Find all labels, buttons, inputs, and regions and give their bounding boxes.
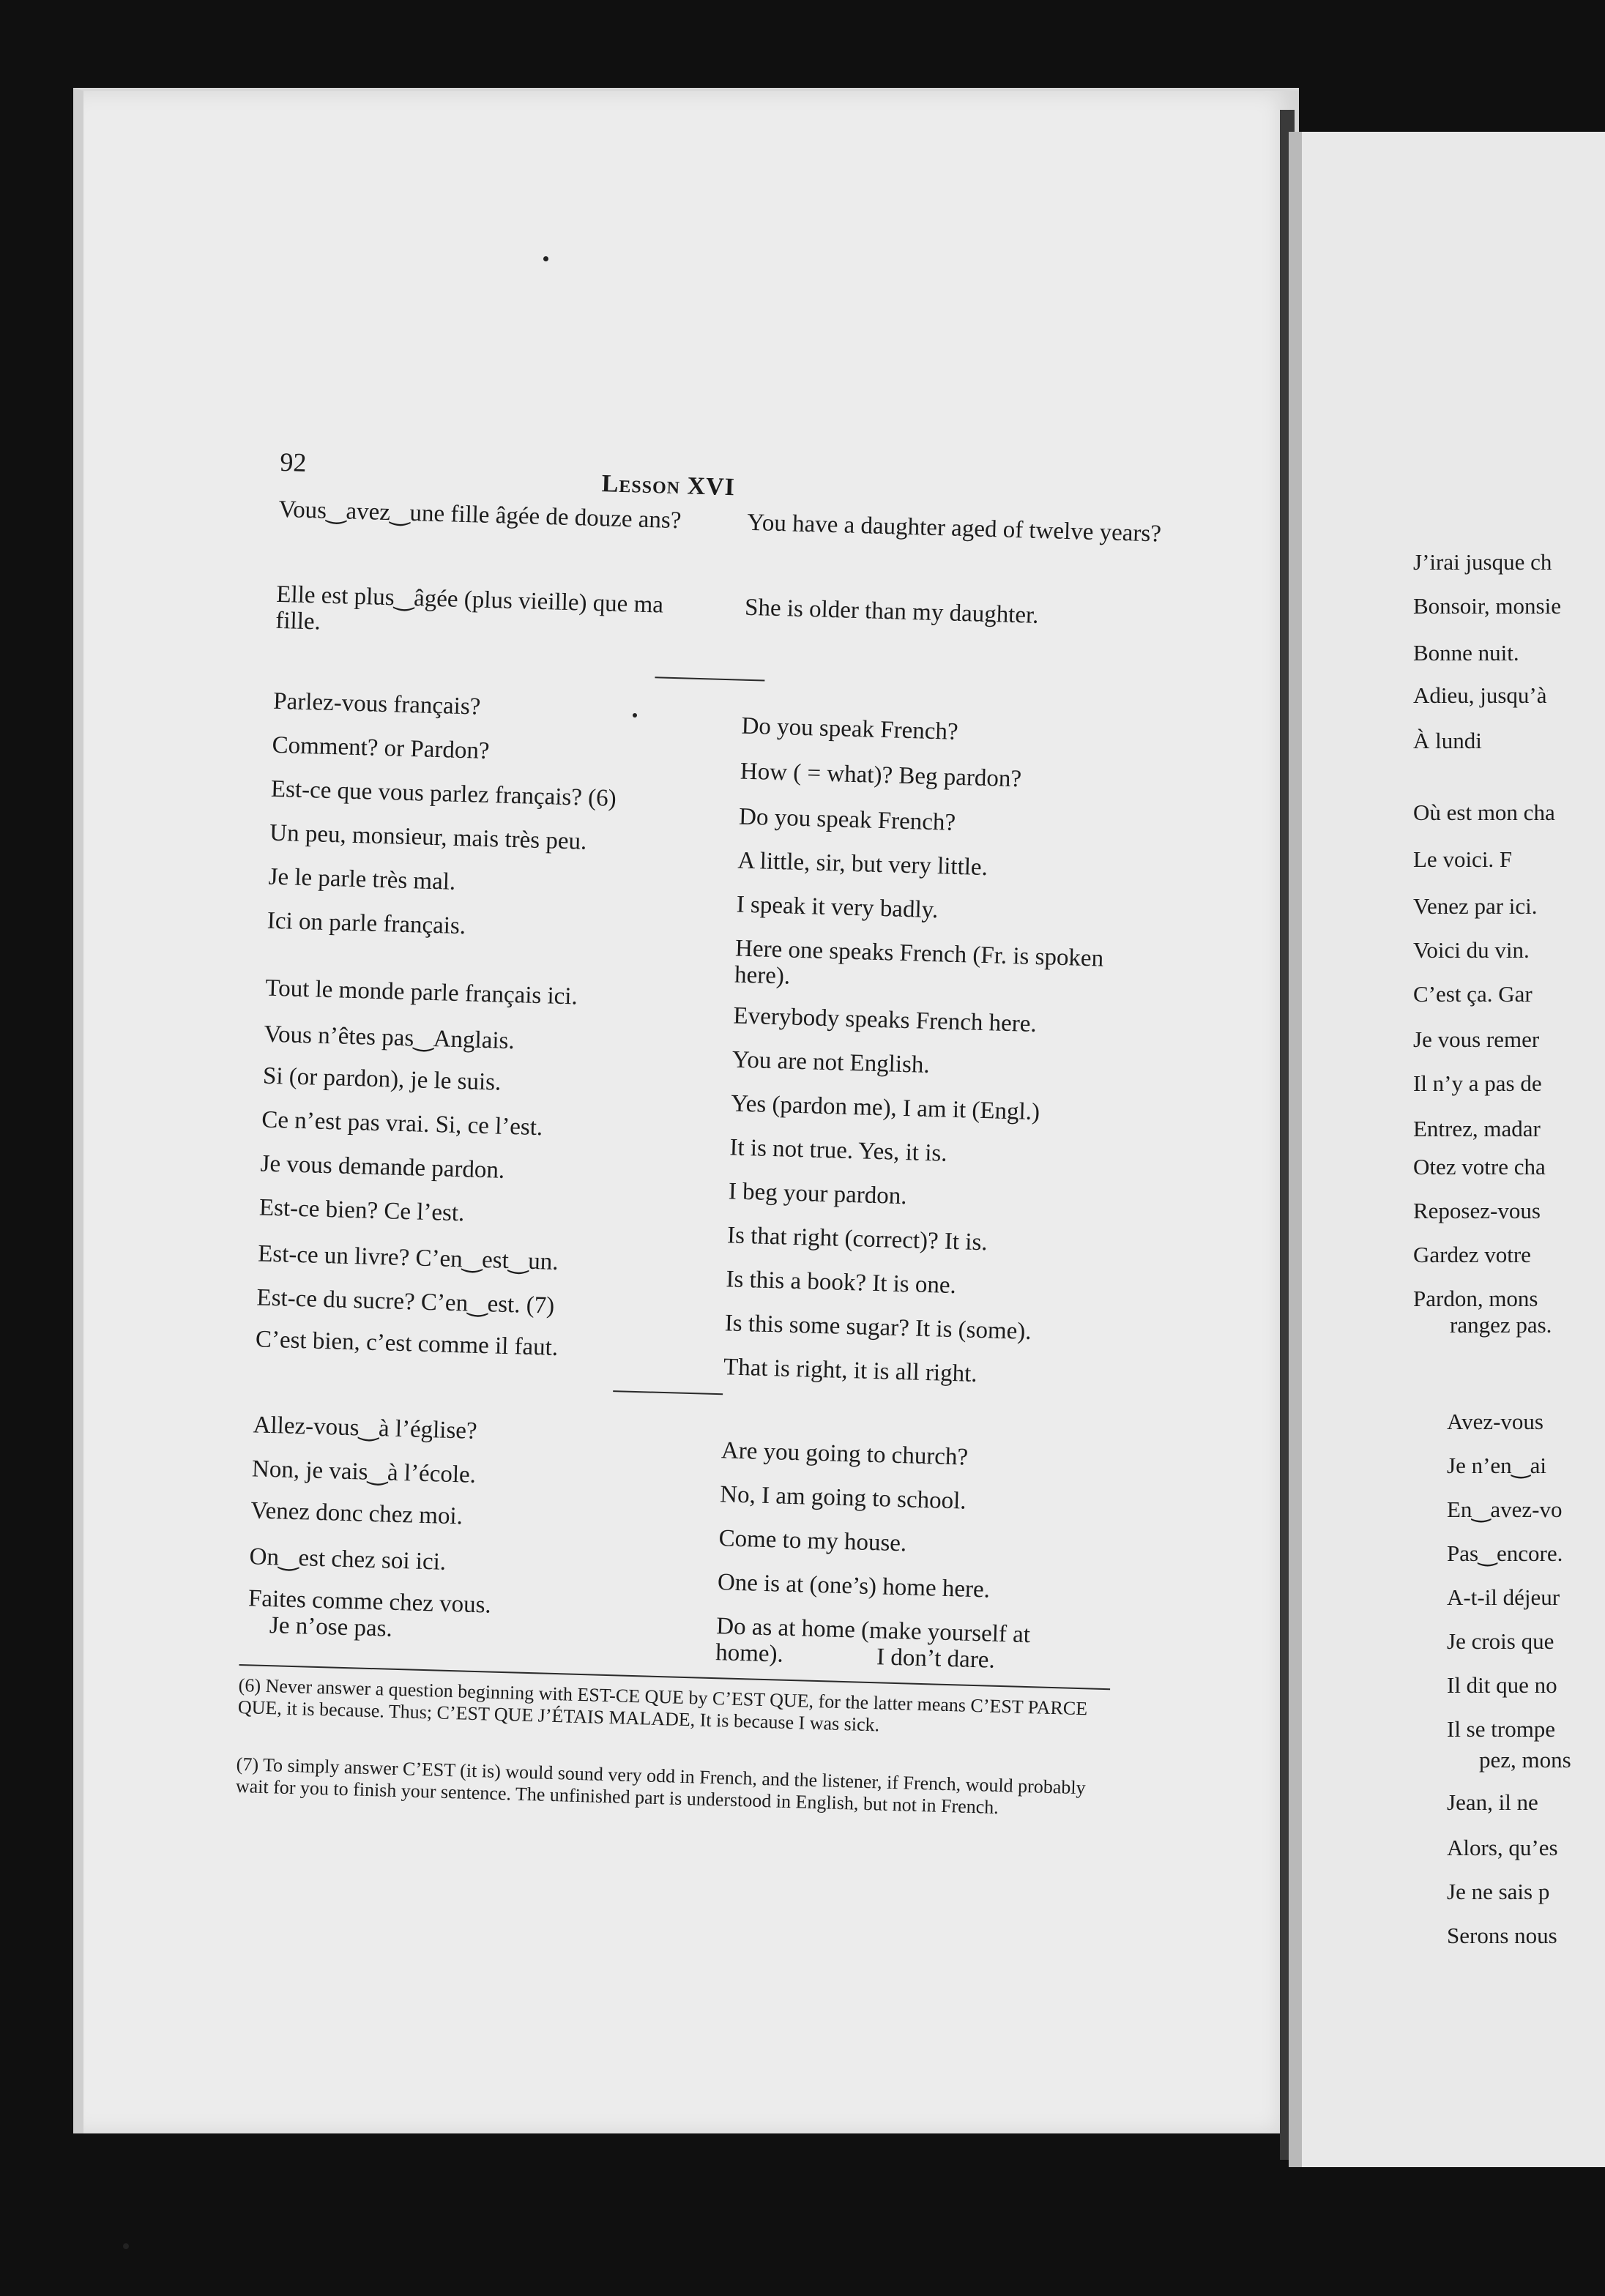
right-page-line: En‿avez-vo: [1447, 1496, 1563, 1522]
right-page-line: pez, mons: [1479, 1747, 1571, 1773]
en-line: Is that right (correct)? It is.: [726, 1222, 988, 1256]
fr-line: Ce n’est pas vrai. Si, ce l’est.: [261, 1106, 543, 1141]
right-page-line: A-t-il déjeur: [1447, 1584, 1560, 1610]
en-line: No, I am going to school.: [719, 1481, 967, 1515]
right-page-line: Je n’en‿ai: [1447, 1453, 1546, 1478]
fr-line: Est-ce que vous parlez français? (6): [270, 775, 617, 812]
right-page-line: Je ne sais p: [1447, 1879, 1550, 1904]
right-page-line: Jean, il ne: [1447, 1789, 1538, 1815]
right-page-line: À lundi: [1413, 728, 1482, 753]
fr-line: Ici on parle français.: [267, 907, 466, 940]
fr-line: C’est bien, c’est comme il faut.: [255, 1326, 559, 1361]
right-page-line: Bonsoir, monsie: [1413, 593, 1561, 619]
right-page-line: Il n’y a pas de: [1413, 1070, 1542, 1096]
fr-line: Vous n’êtes pas‿Anglais.: [264, 1021, 515, 1055]
right-page-line: Gardez votre: [1413, 1242, 1531, 1267]
right-page-line: Pardon, mons: [1413, 1286, 1538, 1311]
right-page-line: Alors, qu’es: [1447, 1835, 1558, 1860]
fr-line: Comment? or Pardon?: [272, 731, 490, 765]
en-line: Is this a book? It is one.: [726, 1266, 957, 1300]
fr-line: Tout le monde parle français ici.: [264, 974, 578, 1010]
en-line: You have a daughter aged of twelve years?: [746, 509, 1162, 548]
right-page-line: Voici du vin.: [1413, 937, 1530, 963]
en-line: Yes (pardon me), I am it (Engl.): [730, 1090, 1040, 1126]
right-page-line: Avez-vous: [1447, 1409, 1543, 1434]
en-line: One is at (one’s) home here.: [717, 1569, 991, 1603]
fr-line: Je n’ose pas.: [269, 1612, 393, 1642]
right-page-line: rangez pas.: [1450, 1312, 1552, 1338]
en-line: It is not true. Yes, it is.: [729, 1134, 947, 1167]
right-page-line: Pas‿encore.: [1447, 1540, 1563, 1566]
right-page-line: Otez votre cha: [1413, 1154, 1546, 1179]
en-line: Are you going to church?: [720, 1437, 969, 1471]
fr-line: Faites comme chez vous.: [247, 1585, 492, 1619]
page-number: 92: [279, 447, 308, 477]
right-page-line: Venez par ici.: [1413, 893, 1538, 919]
en-line: A little, sir, but very little.: [737, 847, 988, 881]
fr-line: Venez donc chez moi.: [250, 1497, 463, 1530]
scan-speck: [123, 2243, 129, 2249]
en-line: That is right, it is all right.: [723, 1354, 978, 1387]
right-page-line: Le voici. F: [1413, 846, 1513, 872]
fr-line: Je le parle très mal.: [268, 863, 456, 895]
section-rule: [655, 676, 764, 681]
right-page-line: Où est mon cha: [1413, 800, 1555, 825]
fr-line: Non, je vais‿à l’école.: [251, 1456, 477, 1488]
en-line: Do you speak French?: [738, 803, 956, 836]
en-line: Everybody speaks French here.: [733, 1002, 1038, 1038]
right-page-line: Serons nous: [1447, 1923, 1557, 1948]
en-line: Do you speak French?: [741, 712, 959, 745]
fr-line: Vous‿avez‿une fille âgée de douze ans?: [278, 496, 682, 534]
fr-line: Un peu, monsieur, mais très peu.: [269, 819, 587, 855]
left-page-content: [75, 0, 1274, 2081]
fr-line: Si (or pardon), je le suis.: [262, 1062, 502, 1096]
right-page-line: J’irai jusque ch: [1413, 549, 1552, 575]
scan-speck: [543, 256, 548, 261]
right-page-line: Bonne nuit.: [1413, 640, 1519, 666]
footnote-6: (6) Never answer a question beginning with EST-CE QUE by C’EST QUE, for the latter means C’EST PARCE QUE, it is because. Thus; C’EST QUE J’ÉTAIS MALADE, It is because I was sick.: [237, 1674, 1088, 1736]
en-line: You are not English.: [731, 1046, 931, 1078]
en-line: Here one speaks French (Fr. is spoken here).: [734, 935, 1104, 990]
en-line: Is this some sugar? It is (some).: [724, 1310, 1032, 1346]
en-line: How ( = what)? Beg pardon?: [740, 758, 1022, 793]
fr-line: Parlez-vous français?: [272, 687, 481, 720]
right-page-line: C’est ça. Gar: [1413, 981, 1533, 1007]
en-line: I don’t dare.: [876, 1644, 996, 1674]
section-rule: [613, 1390, 723, 1395]
fr-line: Est-ce du sucre? C’en‿est. (7): [256, 1284, 555, 1319]
right-page-line: Je crois que: [1447, 1628, 1554, 1654]
right-page-line: Adieu, jusqu’à: [1413, 682, 1547, 708]
en-line: I beg your pardon.: [728, 1178, 908, 1210]
en-line: Come to my house.: [718, 1525, 907, 1557]
right-page-line: Il dit que no: [1447, 1672, 1557, 1698]
footnote-7: (7) To simply answer C’EST (it is) would sound very odd in French, and the listener, if French, would probably wait for you to finish your sentence. The unfinished part is understood in English, but not in French.: [235, 1753, 1086, 1819]
fr-line: Allez-vous‿à l’église?: [253, 1412, 478, 1445]
fr-line: Est-ce un livre? C’en‿est‿un.: [257, 1240, 559, 1275]
fr-line: Elle est plus‿âgée (plus vieille) que ma fille.: [275, 581, 664, 636]
fr-line: On‿est chez soi ici.: [249, 1543, 447, 1576]
right-page: [1289, 132, 1605, 2167]
right-page-line: Je vous remer: [1413, 1026, 1540, 1052]
right-page-line: Entrez, madar: [1413, 1116, 1541, 1141]
running-head: Lesson XVI: [601, 470, 736, 502]
en-line: Do as at home (make yourself at home).: [715, 1613, 1031, 1668]
en-line: She is older than my daughter.: [744, 594, 1039, 629]
en-line: I speak it very badly.: [736, 891, 939, 924]
right-page-line: Reposez-vous: [1413, 1198, 1541, 1223]
right-page-line: Il se trompe: [1447, 1716, 1556, 1742]
fr-line: Est-ce bien? Ce l’est.: [258, 1194, 465, 1227]
fr-line: Je vous demande pardon.: [260, 1150, 505, 1184]
scan-speck: [633, 713, 637, 718]
